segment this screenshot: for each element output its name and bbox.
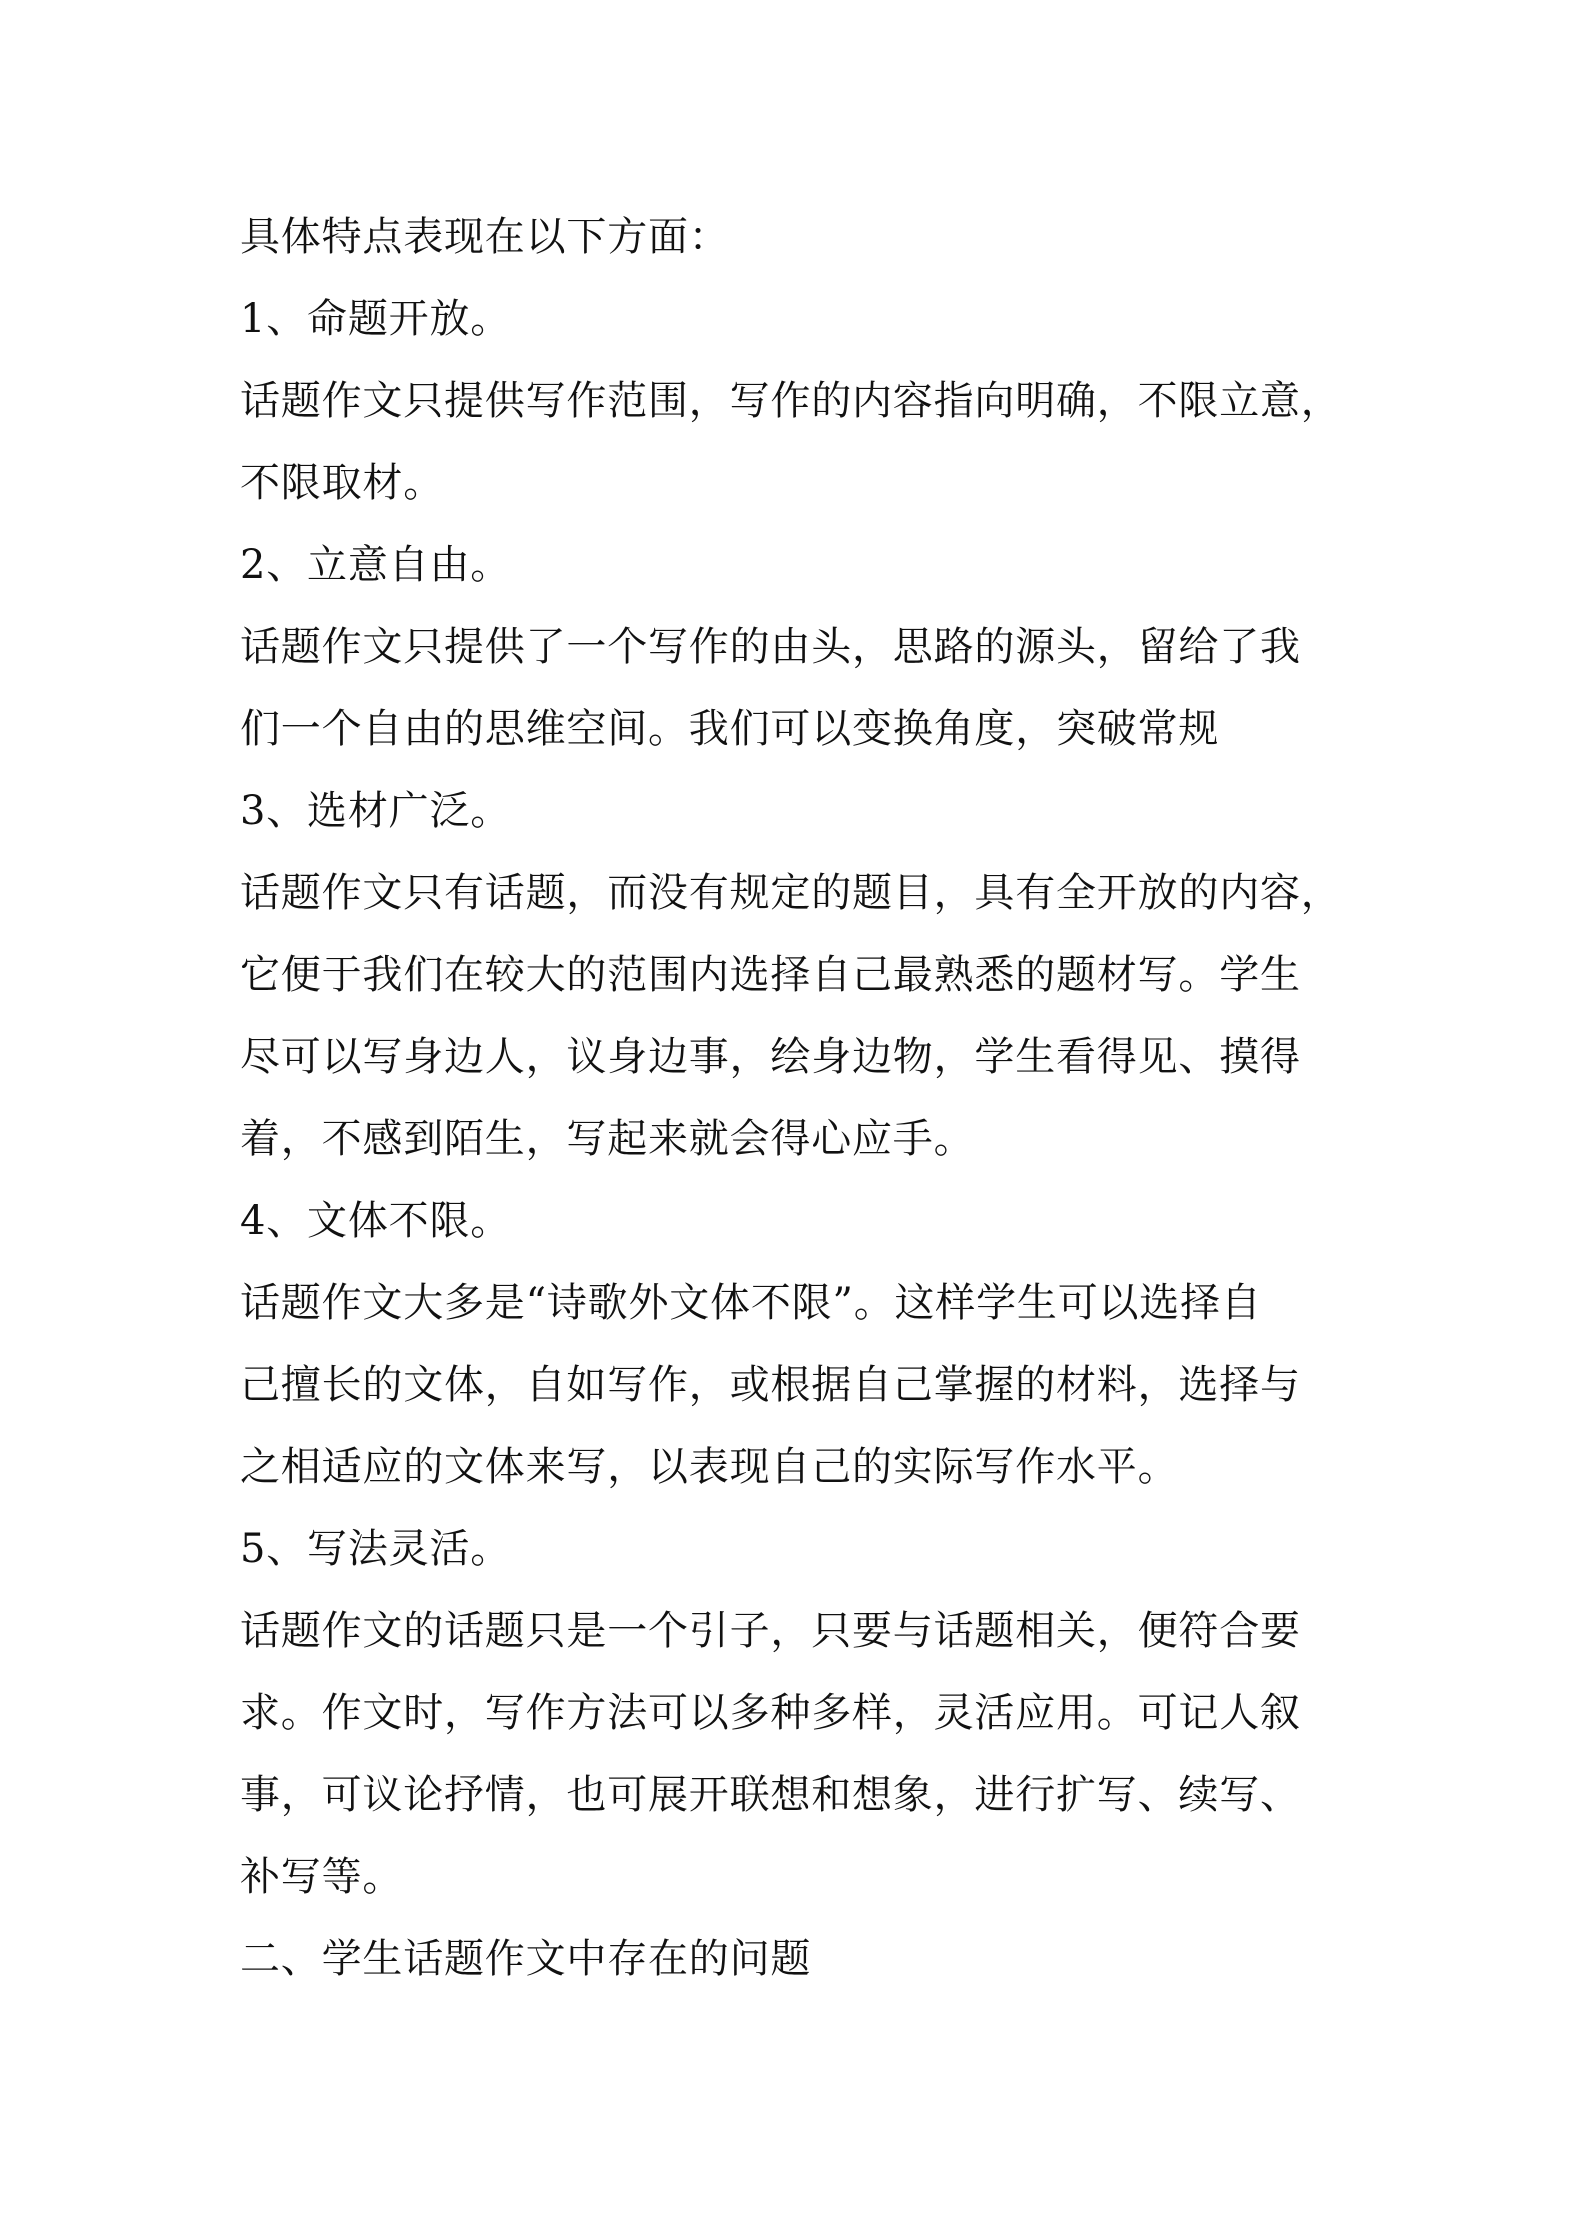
paragraph-line: 之相适应的文体来写，以表现自己的实际写作水平。 xyxy=(240,1444,1179,1490)
paragraph-line: 尽可以写身边人，议身边事，绘身边物，学生看得见、摸得 xyxy=(240,1034,1301,1080)
intro-line: 具体特点表现在以下方面： xyxy=(240,214,730,260)
paragraph-line: 己擅长的文体，自如写作，或根据自己掌握的材料，选择与 xyxy=(240,1362,1301,1408)
section-heading-5: 5、写法灵活。 xyxy=(240,1526,512,1572)
paragraph-line: 不限取材。 xyxy=(240,460,444,506)
paragraph-line: 求。作文时，写作方法可以多种多样，灵活应用。可记人叙 xyxy=(240,1690,1301,1736)
paragraph-line: 话题作文只提供了一个写作的由头，思路的源头，留给了我 xyxy=(240,624,1301,670)
section-heading-3: 3、选材广泛。 xyxy=(240,788,512,834)
paragraph-line: 话题作文的话题只是一个引子，只要与话题相关，便符合要 xyxy=(240,1608,1301,1654)
section-heading-1: 1、命题开放。 xyxy=(240,296,512,342)
paragraph-line: 着，不感到陌生，写起来就会得心应手。 xyxy=(240,1116,975,1162)
document-body xyxy=(240,196,1356,2000)
paragraph-line: 事，可议论抒情，也可展开联想和想象，进行扩写、续写、 xyxy=(240,1772,1301,1818)
section-heading-4: 4、文体不限。 xyxy=(240,1198,512,1244)
paragraph-line: 补写等。 xyxy=(240,1854,404,1900)
paragraph-line: 们一个自由的思维空间。我们可以变换角度，突破常规 xyxy=(240,706,1220,752)
paragraph-line: 话题作文只提供写作范围，写作的内容指向明确，不限立意， xyxy=(240,378,1342,424)
paragraph-line: 话题作文只有话题，而没有规定的题目，具有全开放的内容， xyxy=(240,870,1342,916)
paragraph-line: 它便于我们在较大的范围内选择自己最熟悉的题材写。学生 xyxy=(240,952,1301,998)
section-heading-2: 2、立意自由。 xyxy=(240,542,512,588)
paragraph-line: 话题作文大多是“诗歌外文体不限”。这样学生可以选择自 xyxy=(240,1280,1262,1326)
chapter-heading: 二、学生话题作文中存在的问题 xyxy=(240,1936,812,1982)
